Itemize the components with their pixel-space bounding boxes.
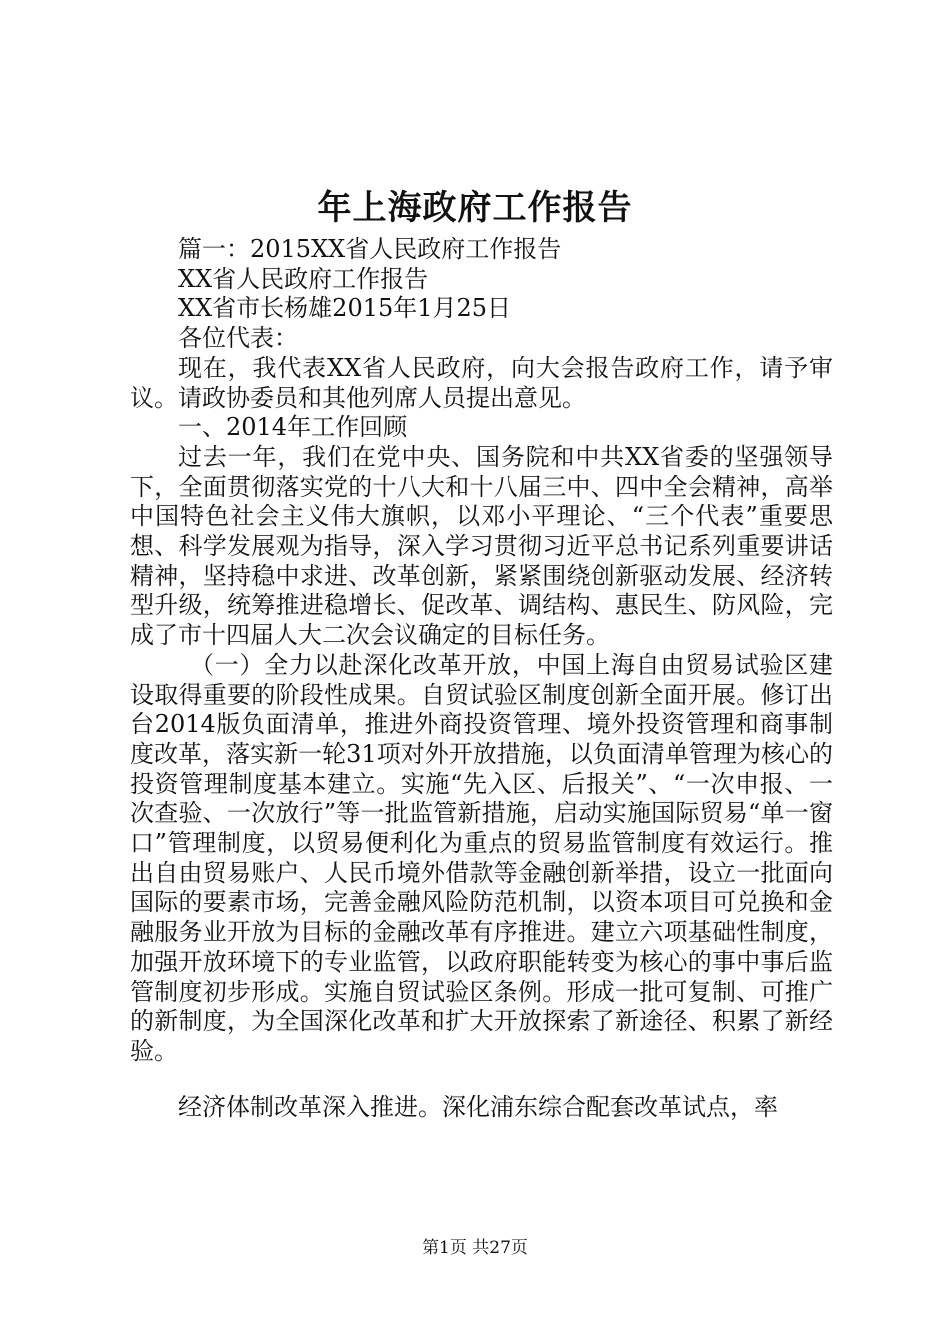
- paragraph-author-date: XX省市长杨雄2015年1月25日: [178, 294, 512, 323]
- paragraph-review: 过去一年，我们在党中央、国务院和中共XX省委的坚强领导下，全面贯彻落实党的十八大和十八届三中、四中全会精神，高举中国特色社会主义伟大旗帜，以邓小平理论、“三个代表”重要思想、科学发展观为指导，深入学习贯彻习近平总书记系列重要讲话精神，坚持稳中求进、改革创新，紧紧围绕创新驱动发展、经济转型升级，统筹推进稳增长、促改革、调结构、惠民生、防风险，完成了市十四届人大二次会议确定的目标任务。: [130, 442, 833, 650]
- paragraph-subtitle: 篇一：2015XX省人民政府工作报告: [178, 235, 562, 263]
- paragraph-report-name: XX省人民政府工作报告: [178, 264, 429, 293]
- paragraph-economic-reform: 经济体制改革深入推进。深化浦东综合配套改革试点，率: [178, 1092, 778, 1121]
- paragraph-ftz: （一）全力以赴深化改革开放，中国上海自由贸易试验区建设取得重要的阶段性成果。自贸试验区制度创新全面开展。修订出台2014版负面清单，推进外商投资管理、境外投资管理和商事制度改革，落实新一轮31项对外开放措施，以负面清单管理为核心的投资管理制度基本建立。实施“先入区、后报关”、“一次申报、一次查验、一次放行”等一批监管新措施，启动实施国际贸易“单一窗口”管理制度，以贸易便利化为重点的贸易监管制度有效运行。推出自由贸易账户、人民币境外借款等金融创新举措，设立一批面向国际的要素市场，完善金融风险防范机制，以资本项目可兑换和金融服务业开放为目标的金融改革有序推进。建立六项基础性制度，加强开放环境下的专业监管，以政府职能转变为核心的事中事后监管制度初步形成。实施自贸试验区条例。形成一批可复制、可推广的新制度，为全国深化改革和扩大开放探索了新途径、积累了新经验。: [130, 650, 833, 1065]
- document-title: 年上海政府工作报告: [317, 188, 633, 228]
- section-heading: 一、2014年工作回顾: [178, 413, 408, 442]
- page-number: 第1页 共27页: [422, 1238, 528, 1258]
- paragraph-salutation: 各位代表：: [178, 324, 298, 353]
- paragraph-opening: 现在，我代表XX省人民政府，向大会报告政府工作，请予审议。请政协委员和其他列席人员提出意见。: [130, 353, 833, 412]
- document-body: [130, 235, 833, 1122]
